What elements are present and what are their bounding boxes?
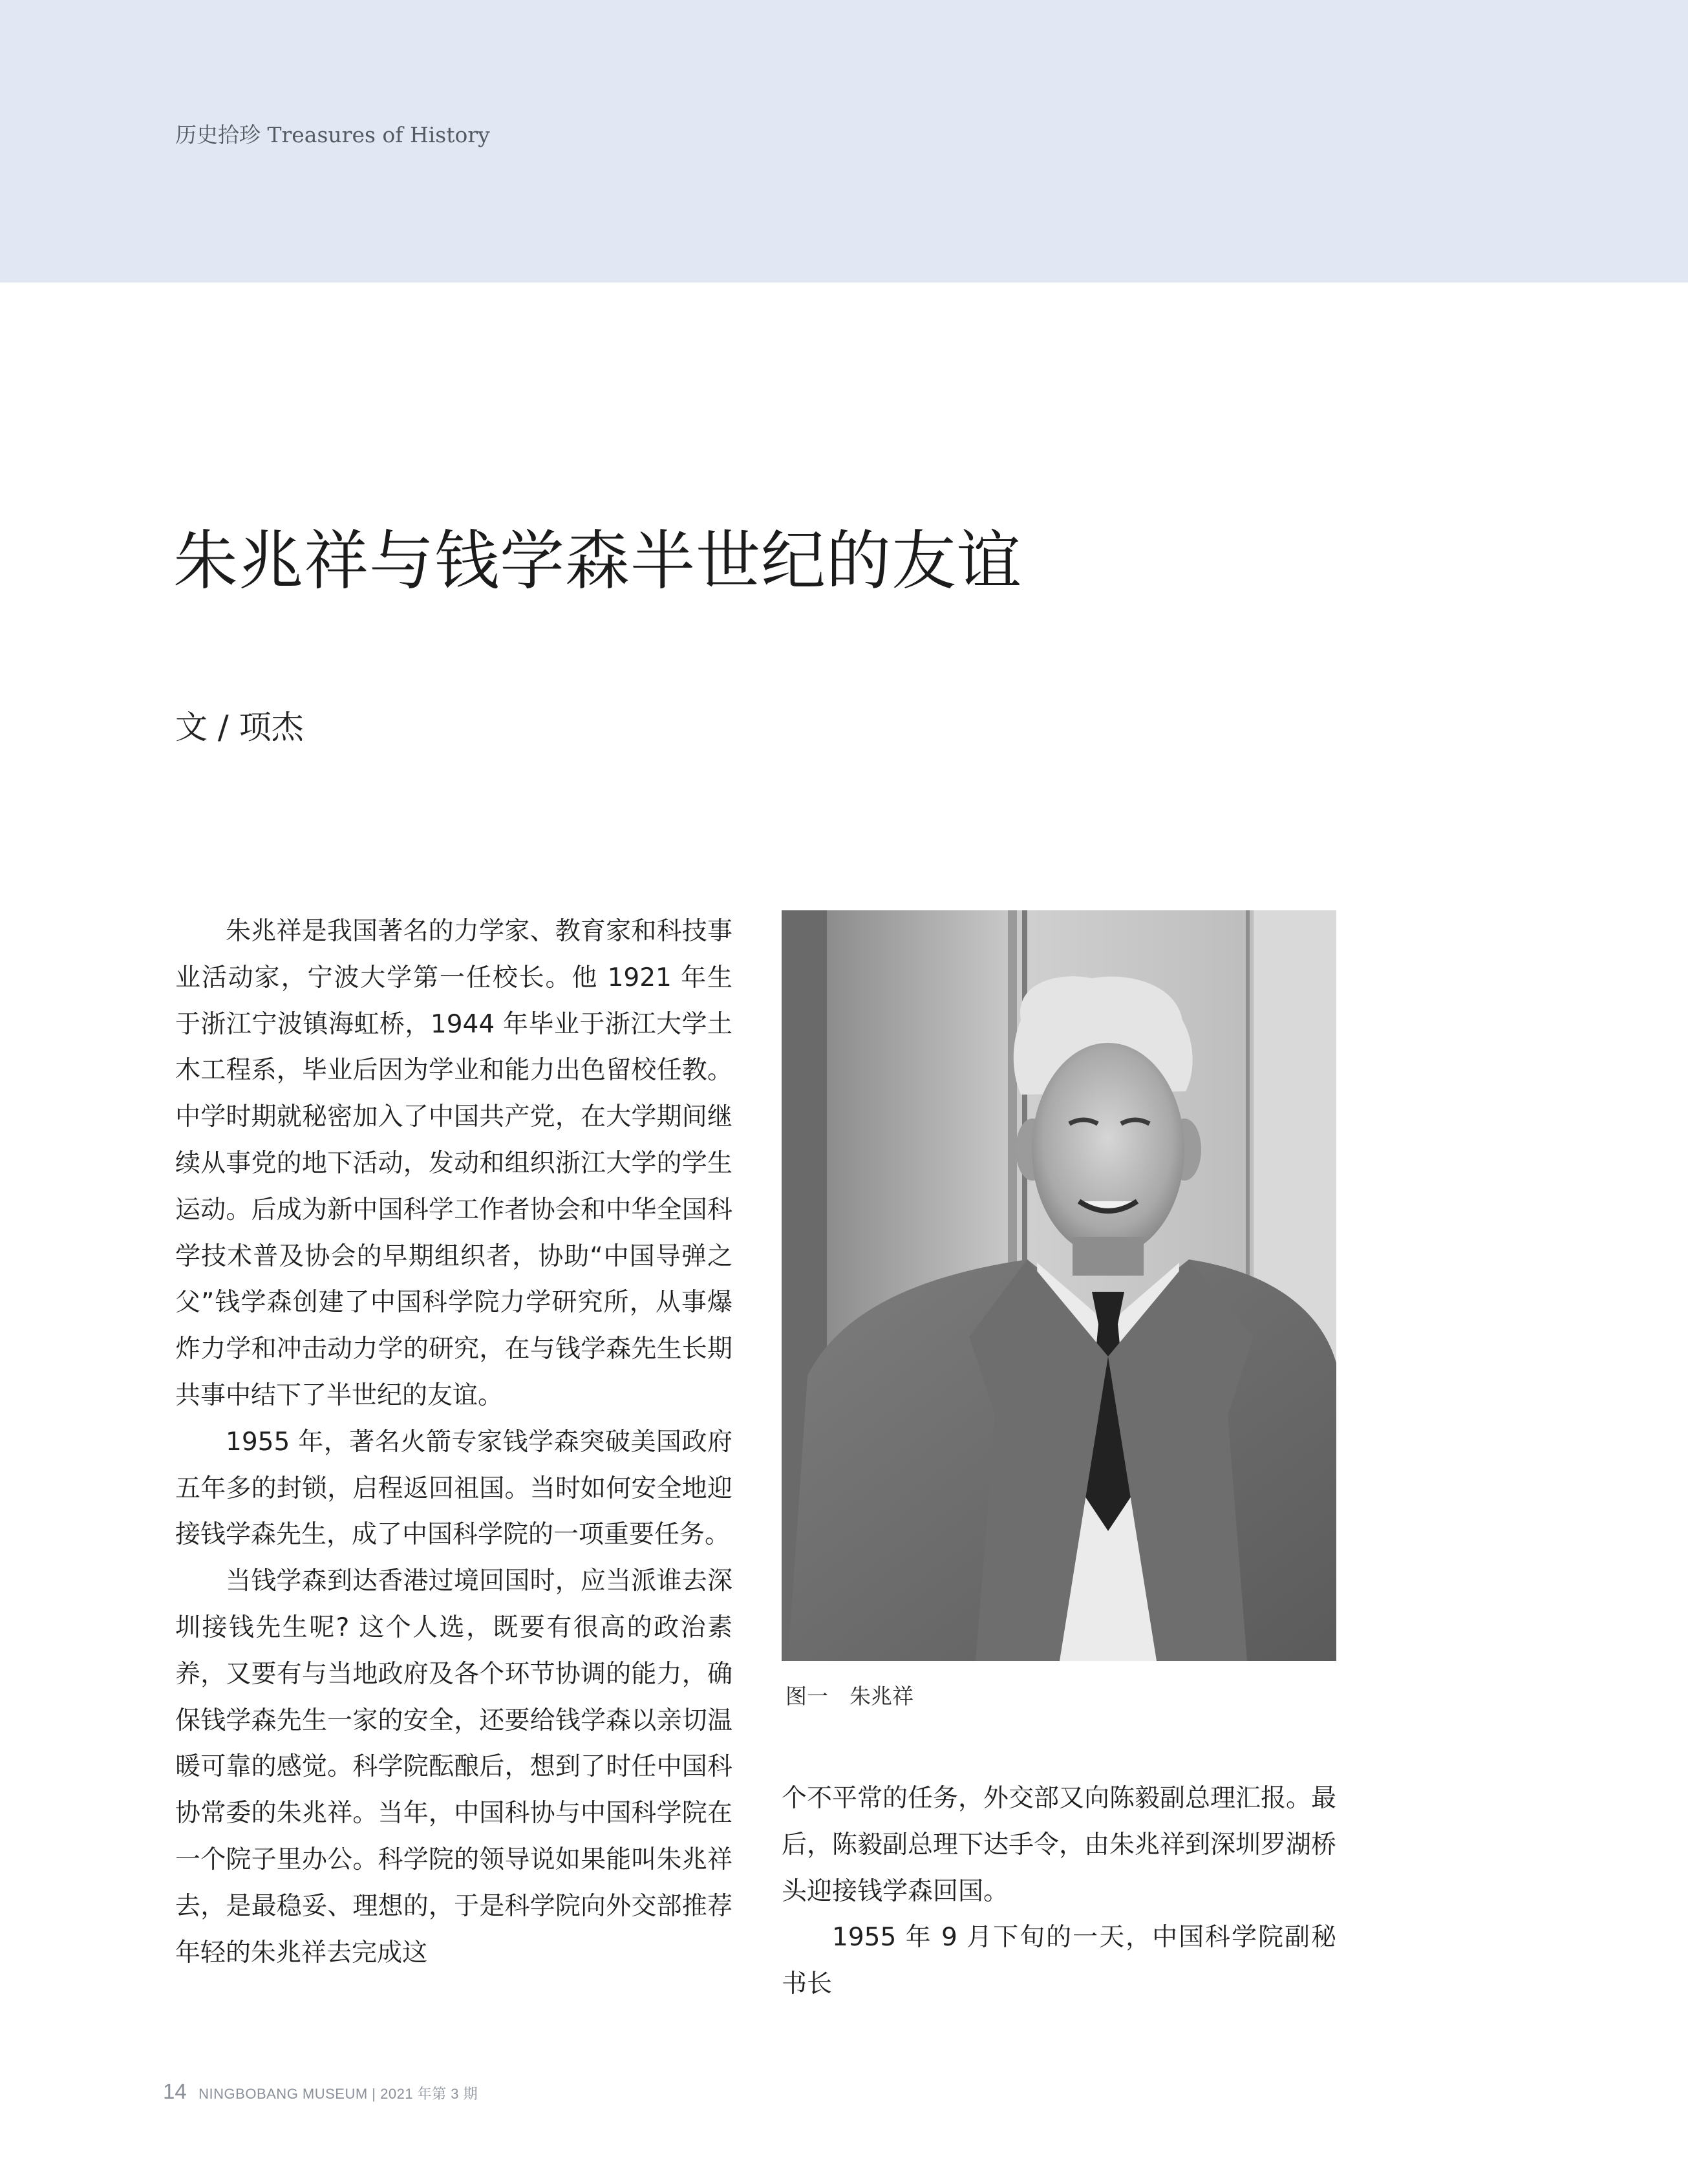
photo-caption: 图一 朱兆祥: [785, 1684, 913, 1709]
paragraph-2: 1955 年，著名火箭专家钱学森突破美国政府五年多的封锁，启程返回祖国。当时如何安全地迎接钱学森先生，成了中国科学院的一项重要任务。: [175, 1427, 732, 1550]
portrait-photo: [782, 910, 1336, 1661]
paragraph-4: 1955 年 9 月下旬的一天，中国科学院副秘书长: [782, 1923, 1336, 1999]
paragraph-3: 当钱学森到达香港过境回国时，应当派谁去深圳接钱先生呢? 这个人选，既要有很高的政治素养，又要有与当地政府及各个环节协调的能力，确保钱学森先生一家的安全，还要给钱学森以亲切温暖可靠的感觉。科学院酝酿后，想到了时任中国科协常委的朱兆祥。当年，中国科协与中国科学院在一个院子里办公。科学院的领导说如果能叫朱兆祥去，是最稳妥、理想的，于是科学院向外交部推荐年轻的朱兆祥去完成这: [175, 1567, 732, 1967]
paragraph-1: 朱兆祥是我国著名的力学家、教育家和科技事业活动家，宁波大学第一任校长。他 1921 年生于浙江宁波镇海虹桥，1944 年毕业于浙江大学土木工程系，毕业后因为学业和能力出色留校任教。中学时期就秘密加入了中国共产党，在大学期间继续从事党的地下活动，发动和组织浙江大学的学生运动。后成为新中国科学工作者协会和中华全国科学技术普及协会的早期组织者，协助“中国导弹之父”钱学森创建了中国科学院力学研究所，从事爆炸力学和冲击动力学的研究，在与钱学森先生长期共事中结下了半世纪的友谊。: [175, 917, 732, 1410]
header-band: [0, 0, 1688, 283]
paragraph-3-continued: 个不平常的任务，外交部又向陈毅副总理汇报。最后，陈毅副总理下达手令，由朱兆祥到深圳罗湖桥头迎接钱学森回国。: [782, 1784, 1337, 1906]
page-footer: [163, 2079, 478, 2104]
right-column: [782, 1775, 1336, 2007]
left-column: [175, 908, 732, 1976]
section-label: 历史拾珍 Treasures of History: [175, 122, 490, 147]
article-byline: 文 / 项杰: [175, 709, 304, 746]
page-number: 14: [163, 2079, 187, 2103]
publication-info: NINGBOBANG MUSEUM | 2021 年第 3 期: [198, 2086, 478, 2102]
article-title: 朱兆祥与钱学森半世纪的友谊: [173, 523, 1022, 599]
